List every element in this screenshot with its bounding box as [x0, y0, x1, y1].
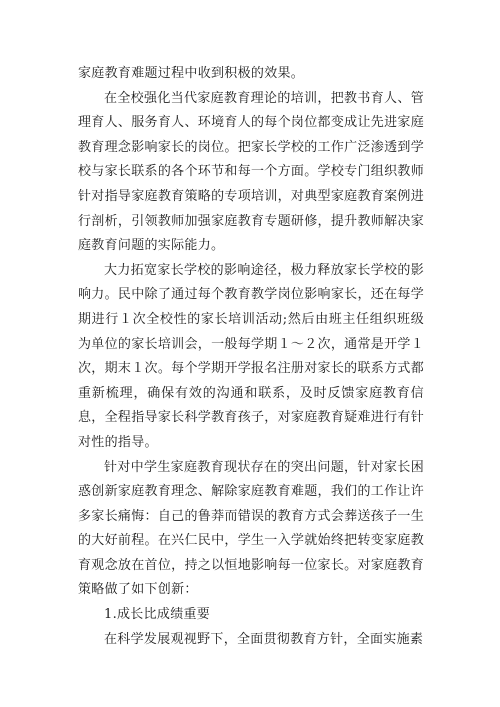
- paragraph-innovation: 针对中学生家庭教育现状存在的突出问题，针对家长困惑创新家庭教育理念、解除家庭教育难题，我们的工作让许多家长痛悔：自己的鲁莽而错误的教育方式会葬送孩子一生的大好前程。在兴仁民中，学生一入学就始终把转变家庭教育观念放在首位，持之以恒地影响每一位家长。对家庭教育策略做了如下创新：: [78, 459, 424, 598]
- paragraph-last: 在科学发展观视野下，全面贯彻教育方针，全面实施素: [104, 631, 424, 647]
- paragraph-training: 在全校强化当代家庭教育理论的培训，把教书育人、管理育人、服务育人、环境育人的每个岗位都变成让先进家庭教育理念影响家长的岗位。把家长学校的工作广泛渗透到学校与家长联系的各个环节和每一个方面。学校专门组织教师针对指导家庭教育策略的专项培训，对典型家庭教育案例进行剖析，引领教师加强家庭教育专题研修，提升教师解决家庭教育问题的实际能力。: [78, 90, 424, 254]
- section-heading: 1.成长比成绩重要: [104, 607, 211, 623]
- document-body: [78, 62, 424, 652]
- paragraph-continued: 家庭教育难题过程中收到积极的效果。: [78, 66, 305, 81]
- paragraph-influence: 大力拓宽家长学校的影响途径，极力释放家长学校的影响力。民中除了通过每个教育教学岗位影响家长，还在每学期进行１次全校性的家长培训活动;然后由班主任组织班级为单位的家长培训会，一般每学期１～２次，通常是开学１次，期末１次。每个学期开学报名注册对家长的联系方式都重新梳理，确保有效的沟通和联系，及时反馈家庭教育信息，全程指导家长科学教育孩子，对家庭教育疑难进行有针对性的指导。: [78, 262, 424, 450]
